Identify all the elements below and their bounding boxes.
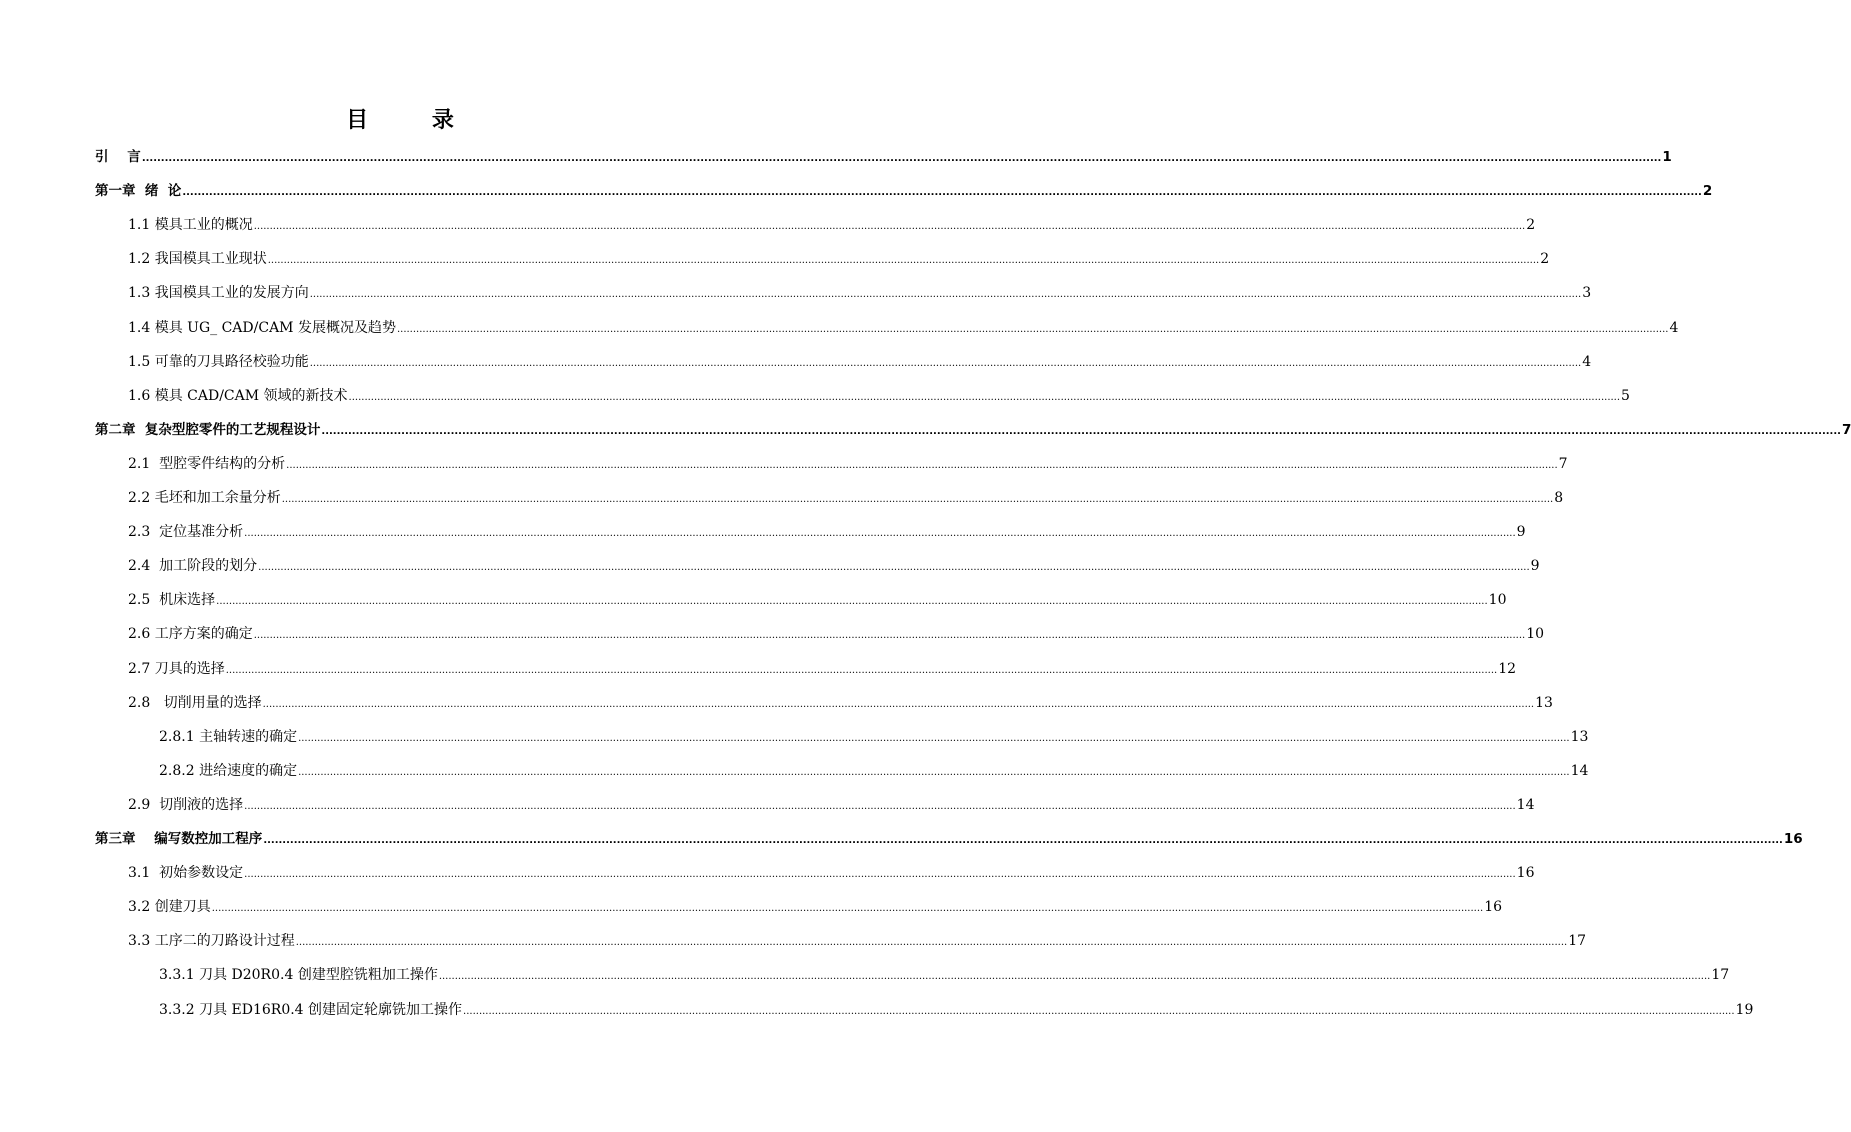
toc-dot-leader: ................................................................................................................................................................................................................................................................................................................................................................................................................ <box>258 562 1530 574</box>
toc-entry-page-number: 10 <box>1488 592 1507 609</box>
toc-entry-label: 1.1 模具工业的概况 <box>128 217 253 234</box>
toc-entry-page-number: 9 <box>1530 558 1540 575</box>
toc-dot-leader: ................................................................................................................................................................................................................................................................................................................................................................................................................ <box>141 153 1662 164</box>
toc-entry[interactable] <box>128 212 1536 238</box>
toc-entry-page-number: 14 <box>1516 796 1535 813</box>
toc-entry-page-number: 7 <box>1558 455 1568 472</box>
toc-dot-leader: ................................................................................................................................................................................................................................................................................................................................................................................................................ <box>309 357 1582 369</box>
toc-dot-leader: ................................................................................................................................................................................................................................................................................................................................................................................................................ <box>396 323 1669 335</box>
toc-dot-leader: ................................................................................................................................................................................................................................................................................................................................................................................................................ <box>253 221 1526 233</box>
toc-entry-page-number: 1 <box>1662 149 1672 165</box>
toc-entry-label: 2.8.2 进给速度的确定 <box>159 762 298 779</box>
toc-entry[interactable] <box>159 724 1589 750</box>
toc-entry-page-number: 14 <box>1570 762 1589 779</box>
toc-entry[interactable] <box>95 826 1803 852</box>
toc-entry-label: 2.6 工序方案的确定 <box>128 626 253 643</box>
toc-dot-leader: ................................................................................................................................................................................................................................................................................................................................................................................................................ <box>262 698 1535 710</box>
toc-entry-label: 引 言 <box>95 149 141 165</box>
toc-entry-label: 1.5 可靠的刀具路径校验功能 <box>128 353 309 370</box>
toc-entry[interactable] <box>95 417 1851 443</box>
toc-entry[interactable] <box>128 246 1550 272</box>
toc-entry[interactable] <box>128 451 1568 477</box>
toc-dot-leader: ................................................................................................................................................................................................................................................................................................................................................................................................................ <box>244 528 1516 540</box>
toc-entry-label: 3.1 初始参数设定 <box>128 865 244 882</box>
toc-entry-page-number: 8 <box>1554 490 1564 506</box>
toc-dot-leader: ................................................................................................................................................................................................................................................................................................................................................................................................................ <box>298 766 1570 778</box>
toc-entry-page-number: 16 <box>1484 899 1503 916</box>
toc-dot-leader: ................................................................................................................................................................................................................................................................................................................................................................................................................ <box>253 630 1526 642</box>
toc-dot-leader: ................................................................................................................................................................................................................................................................................................................................................................................................................ <box>321 425 1841 437</box>
toc-entry[interactable] <box>159 758 1589 784</box>
toc-entry[interactable] <box>128 519 1526 545</box>
toc-entry-page-number: 13 <box>1570 728 1589 745</box>
toc-entry[interactable] <box>128 349 1592 375</box>
toc-entry-page-number: 4 <box>1582 353 1592 370</box>
toc-entry-label: 2.5 机床选择 <box>128 592 216 609</box>
toc-entry-page-number: 7 <box>1841 421 1851 438</box>
toc-entry[interactable] <box>95 144 1672 170</box>
toc-entry[interactable] <box>159 962 1730 988</box>
toc-entry-page-number: 17 <box>1711 967 1730 984</box>
toc-entry[interactable] <box>95 178 1713 204</box>
toc-dot-leader: ................................................................................................................................................................................................................................................................................................................................................................................................................ <box>463 1005 1735 1017</box>
toc-entry-page-number: 17 <box>1568 933 1587 950</box>
toc-entry[interactable] <box>128 792 1535 818</box>
toc-entry-page-number: 19 <box>1735 1001 1754 1018</box>
toc-entry-label: 3.3.1 刀具 D20R0.4 创建型腔铣粗加工操作 <box>159 967 438 984</box>
toc-entry-page-number: 2 <box>1702 183 1713 200</box>
toc-entry-page-number: 12 <box>1498 660 1517 677</box>
toc-title: 目 录 <box>346 108 482 133</box>
toc-entry[interactable] <box>128 928 1587 954</box>
toc-entry[interactable] <box>128 690 1553 716</box>
toc-entry[interactable] <box>128 894 1503 920</box>
toc-dot-leader: ................................................................................................................................................................................................................................................................................................................................................................................................................ <box>182 187 1702 199</box>
toc-entry-page-number: 5 <box>1621 387 1630 404</box>
toc-entry-label: 1.4 模具 UG_ CAD/CAM 发展概况及趋势 <box>128 319 396 336</box>
toc-entry[interactable] <box>128 553 1540 579</box>
toc-entry[interactable] <box>128 383 1630 409</box>
toc-entry[interactable] <box>128 485 1564 511</box>
toc-entry-label: 2.3 定位基准分析 <box>128 524 244 541</box>
toc-entry-label: 3.3 工序二的刀路设计过程 <box>128 933 295 950</box>
toc-entry-label: 1.3 我国模具工业的发展方向 <box>128 285 309 302</box>
toc-dot-leader: ................................................................................................................................................................................................................................................................................................................................................................................................................ <box>244 869 1516 881</box>
toc-entry-label: 2.2 毛坯和加工余量分析 <box>128 490 281 506</box>
toc-dot-leader: ................................................................................................................................................................................................................................................................................................................................................................................................................ <box>211 903 1484 915</box>
toc-entry[interactable] <box>128 860 1535 886</box>
toc-entry-label: 1.6 模具 CAD/CAM 领域的新技术 <box>128 387 348 404</box>
toc-dot-leader: ................................................................................................................................................................................................................................................................................................................................................................................................................ <box>295 937 1568 949</box>
toc-dot-leader: ................................................................................................................................................................................................................................................................................................................................................................................................................ <box>267 255 1540 267</box>
toc-entry-page-number: 2 <box>1540 251 1550 268</box>
toc-entry-label: 3.3.2 刀具 ED16R0.4 创建固定轮廓铣加工操作 <box>159 1001 463 1018</box>
toc-entry-page-number: 16 <box>1516 865 1535 882</box>
toc-entry[interactable] <box>128 587 1507 613</box>
toc-dot-leader: ................................................................................................................................................................................................................................................................................................................................................................................................................ <box>438 971 1711 983</box>
toc-entry-label: 3.2 创建刀具 <box>128 899 211 916</box>
toc-entry-page-number: 4 <box>1669 319 1679 336</box>
toc-entry[interactable] <box>159 997 1754 1023</box>
toc-entry-page-number: 16 <box>1783 831 1803 847</box>
toc-entry-page-number: 3 <box>1582 285 1592 302</box>
toc-entry[interactable] <box>128 621 1545 647</box>
toc-entry-page-number: 10 <box>1526 626 1545 643</box>
toc-entry-label: 2.9 切削液的选择 <box>128 796 244 813</box>
toc-entry-label: 2.8.1 主轴转速的确定 <box>159 728 298 745</box>
toc-dot-leader: ................................................................................................................................................................................................................................................................................................................................................................................................................ <box>281 494 1554 505</box>
toc-entry-page-number: 13 <box>1535 694 1553 711</box>
toc-entry-page-number: 2 <box>1526 217 1536 234</box>
toc-entry-page-number: 9 <box>1516 524 1526 541</box>
toc-entry-label: 2.7 刀具的选择 <box>128 660 225 677</box>
toc-entry-label: 第二章 复杂型腔零件的工艺规程设计 <box>95 421 321 438</box>
toc-entry[interactable] <box>128 315 1679 341</box>
toc-dot-leader: ................................................................................................................................................................................................................................................................................................................................................................................................................ <box>225 664 1498 676</box>
toc-dot-leader: ................................................................................................................................................................................................................................................................................................................................................................................................................ <box>244 800 1516 812</box>
toc-dot-leader: ................................................................................................................................................................................................................................................................................................................................................................................................................ <box>298 732 1570 744</box>
toc-entry-label: 1.2 我国模具工业现状 <box>128 251 267 268</box>
toc-dot-leader: ................................................................................................................................................................................................................................................................................................................................................................................................................ <box>348 391 1621 403</box>
toc-entry-label: 第三章 编写数控加工程序 <box>95 831 263 847</box>
toc-dot-leader: ................................................................................................................................................................................................................................................................................................................................................................................................................ <box>216 596 1488 608</box>
toc-entry-label: 第一章 绪 论 <box>95 183 182 200</box>
toc-entry-label: 2.1 型腔零件结构的分析 <box>128 455 286 472</box>
toc-dot-leader: ................................................................................................................................................................................................................................................................................................................................................................................................................ <box>263 835 1783 846</box>
toc-entry[interactable] <box>128 656 1517 682</box>
toc-dot-leader: ................................................................................................................................................................................................................................................................................................................................................................................................................ <box>309 289 1582 301</box>
toc-entry-label: 2.4 加工阶段的划分 <box>128 558 258 575</box>
toc-entry-label: 2.8 切削用量的选择 <box>128 694 262 711</box>
toc-dot-leader: ................................................................................................................................................................................................................................................................................................................................................................................................................ <box>286 459 1558 471</box>
toc-entry[interactable] <box>128 280 1592 306</box>
